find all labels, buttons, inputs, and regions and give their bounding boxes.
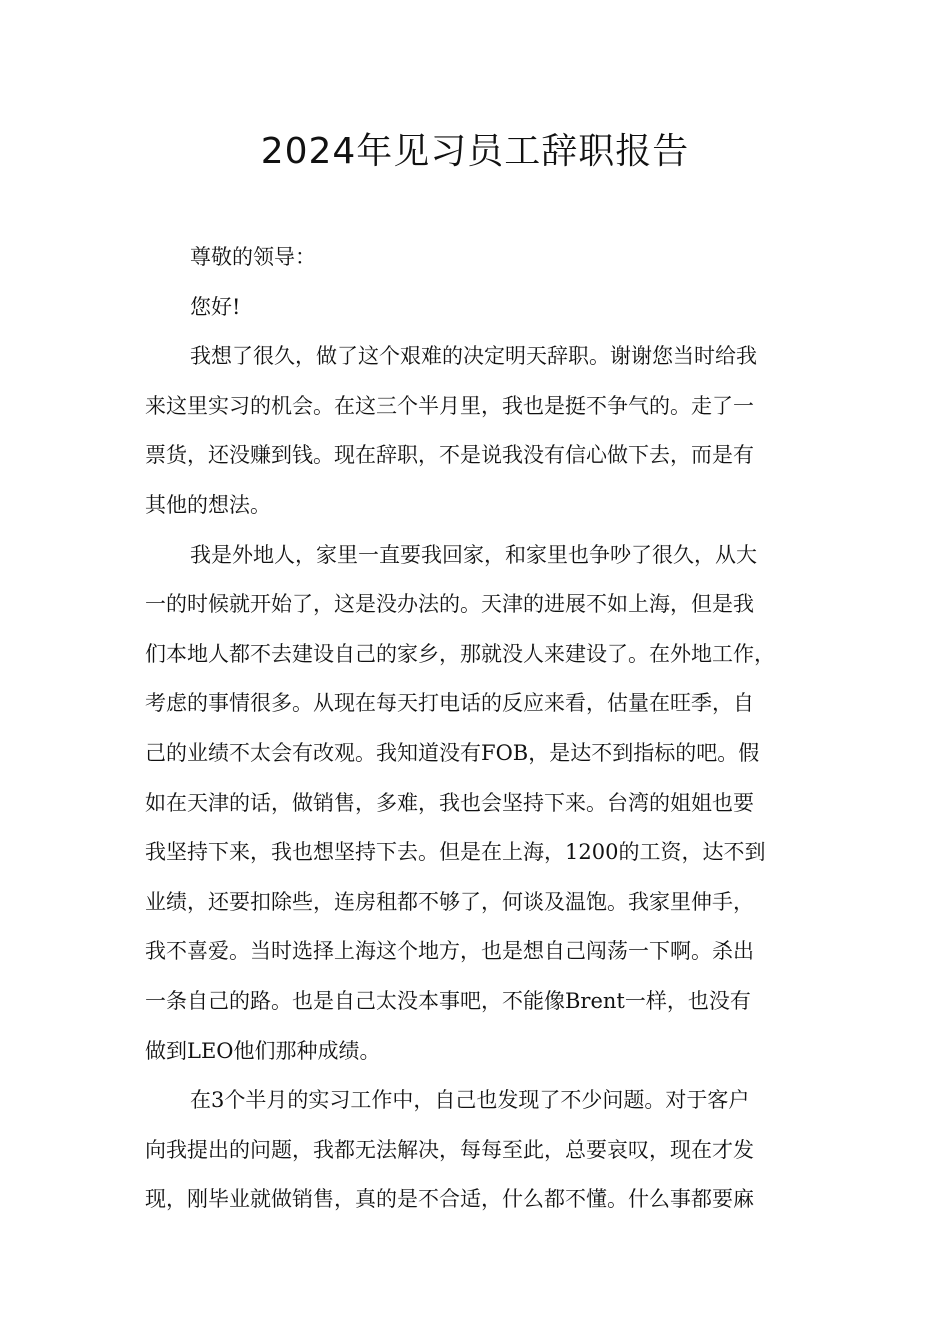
document-title: 2024年见习员工辞职报告 — [260, 131, 690, 172]
paragraph-2-line-2: 一的时候就开始了，这是没办法的。天津的进展不如上海，但是我 — [145, 592, 754, 617]
paragraph-1-line-4: 其他的想法。 — [145, 492, 271, 517]
paragraph-3-line-1: 在3个半月的实习工作中，自己也发现了不少问题。对于客户 — [190, 1088, 750, 1113]
paragraph-2-line-7: 我坚持下来，我也想坚持下去。但是在上海，1200的工资，达不到 — [145, 840, 766, 865]
greeting: 您好! — [190, 294, 241, 319]
paragraph-2-line-4: 考虑的事情很多。从现在每天打电话的反应来看，估量在旺季，自 — [145, 691, 754, 716]
paragraph-2-line-8: 业绩，还要扣除些，连房租都不够了，何谈及温饱。我家里伸手， — [145, 889, 754, 914]
paragraph-2-line-9: 我不喜爱。当时选择上海这个地方，也是想自己闯荡一下啊。杀出 — [145, 939, 754, 964]
paragraph-1-line-1: 我想了很久，做了这个艰难的决定明天辞职。谢谢您当时给我 — [190, 344, 757, 369]
paragraph-2-line-1: 我是外地人，家里一直要我回家，和家里也争吵了很久，从大 — [190, 542, 757, 567]
paragraph-1-line-2: 来这里实习的机会。在这三个半月里，我也是挺不争气的。走了一 — [145, 393, 754, 418]
paragraph-2-line-10: 一条自己的路。也是自己太没本事吧，不能像Brent一样，也没有 — [145, 988, 751, 1013]
paragraph-3-line-3: 现，刚毕业就做销售，真的是不合适，什么都不懂。什么事都要麻 — [145, 1187, 754, 1212]
paragraph-1-line-3: 票货，还没赚到钱。现在辞职，不是说我没有信心做下去，而是有 — [145, 443, 754, 468]
document-body — [145, 233, 825, 1225]
paragraph-2-line-5: 己的业绩不太会有改观。我知道没有FOB，是达不到指标的吧。假 — [145, 740, 760, 765]
salutation: 尊敬的领导： — [190, 245, 316, 269]
paragraph-2-line-3: 们本地人都不去建设自己的家乡，那就没人来建设了。在外地工作， — [145, 641, 775, 666]
paragraph-2-line-11: 做到LEO他们那种成绩。 — [145, 1038, 381, 1063]
paragraph-3-line-2: 向我提出的问题，我都无法解决，每每至此，总要哀叹，现在才发 — [145, 1137, 754, 1162]
paragraph-2-line-6: 如在天津的话，做销售，多难，我也会坚持下来。台湾的姐姐也要 — [145, 790, 754, 815]
